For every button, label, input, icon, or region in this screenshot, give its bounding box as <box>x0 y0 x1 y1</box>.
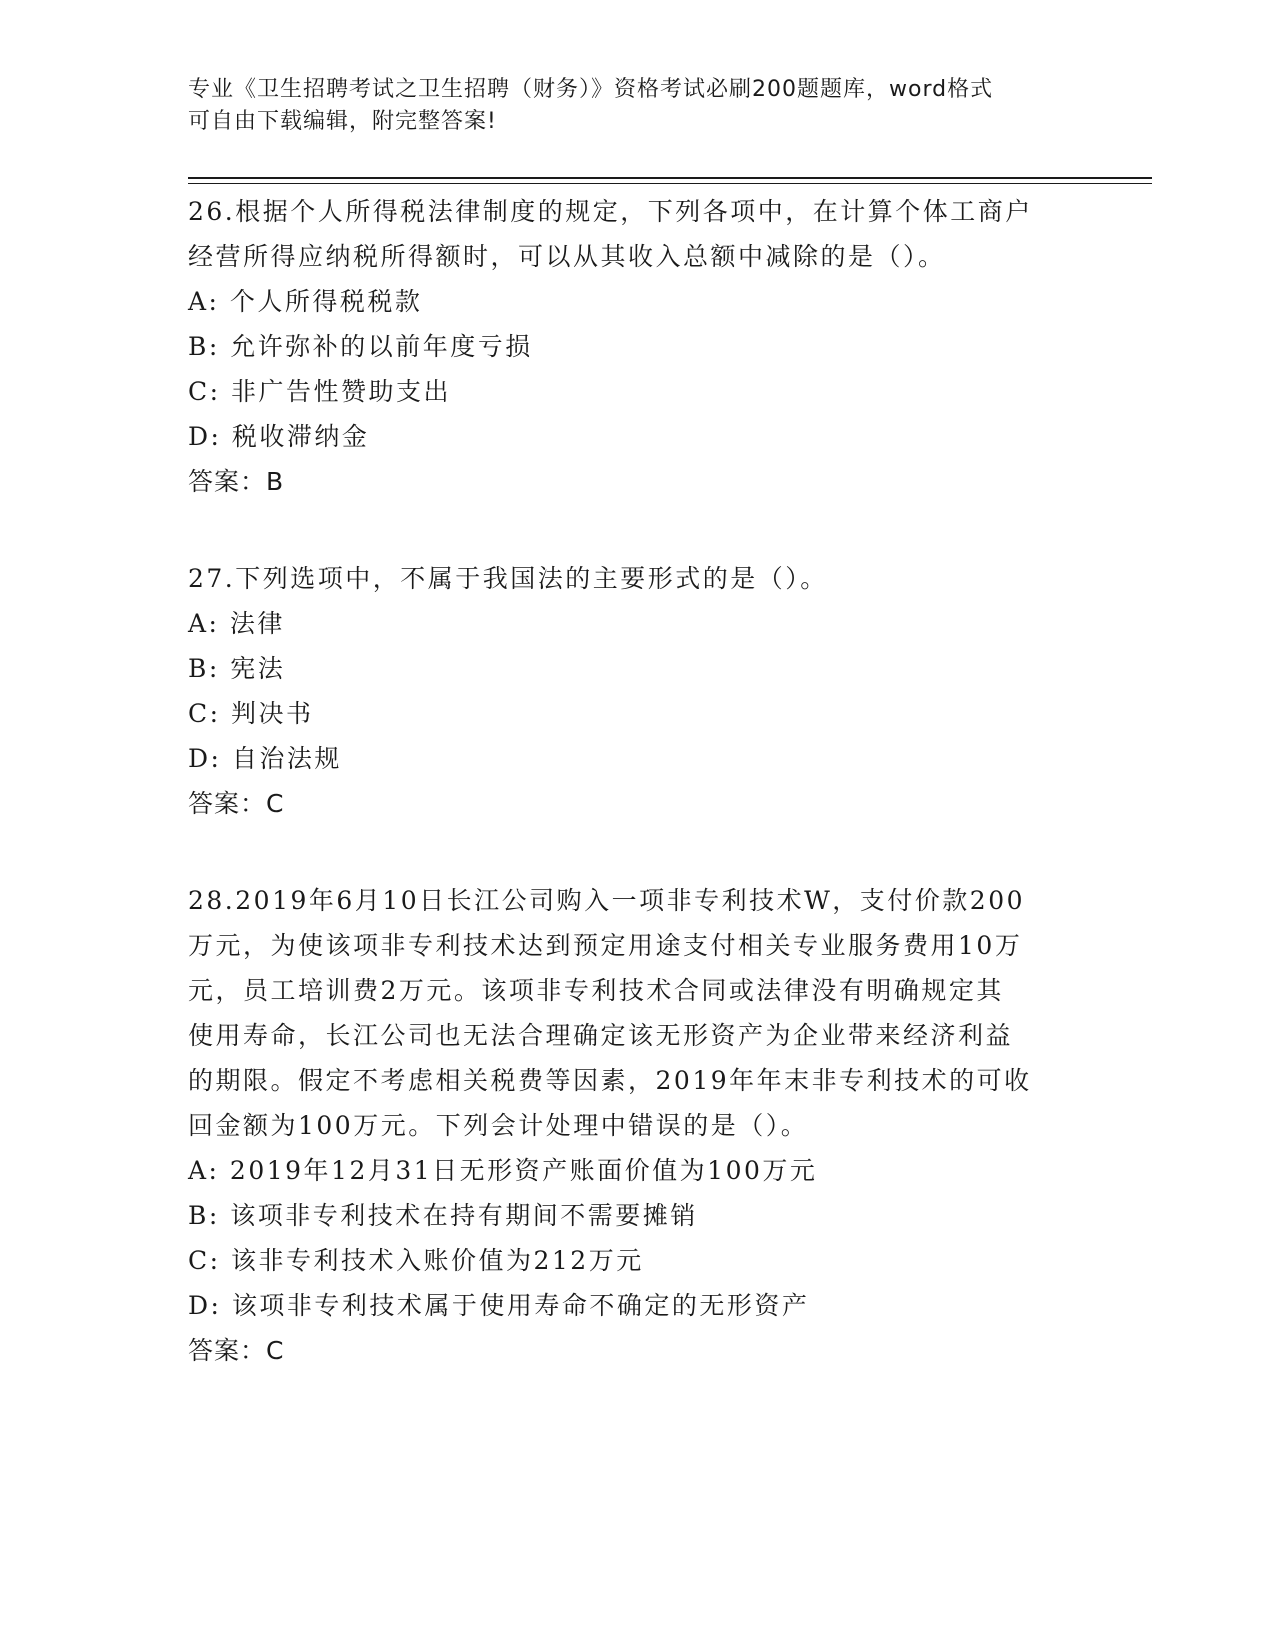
stem-line: 的期限。假定不考虑相关税费等因素，2019年年末非专利技术的可收 <box>188 1066 1032 1095</box>
question-28 <box>188 878 1088 1373</box>
option-d: D: 自治法规 <box>188 744 342 773</box>
option-c: C: 该非专利技术入账价值为212万元 <box>188 1246 644 1275</box>
answer-label: 答案：C <box>188 1336 285 1365</box>
option-b: B: 宪法 <box>188 654 286 683</box>
answer-label: 答案：C <box>188 789 285 818</box>
option-b: B: 该项非专利技术在持有期间不需要摊销 <box>188 1201 698 1230</box>
option-a: A: 法律 <box>188 609 285 638</box>
answer-label: 答案：B <box>188 467 285 496</box>
option-c: C: 非广告性赞助支出 <box>188 377 451 406</box>
question-stem <box>188 189 1088 279</box>
question-27 <box>188 556 1088 826</box>
header-divider-thick <box>188 177 1152 179</box>
header-divider-thin <box>188 183 1152 184</box>
header-line-2: 可自由下载编辑，附完整答案! <box>188 109 497 134</box>
option-d: D: 该项非专利技术属于使用寿命不确定的无形资产 <box>188 1291 810 1320</box>
stem-line: 27.下列选项中，不属于我国法的主要形式的是（）。 <box>188 564 828 593</box>
option-a: A: 个人所得税税款 <box>188 287 423 316</box>
option-a: A: 2019年12月31日无形资产账面价值为100万元 <box>188 1156 818 1185</box>
option-d: D: 税收滞纳金 <box>188 422 370 451</box>
stem-line: 经营所得应纳税所得额时，可以从其收入总额中减除的是（）。 <box>188 242 946 271</box>
option-b: B: 允许弥补的以前年度亏损 <box>188 332 533 361</box>
stem-line: 万元，为使该项非专利技术达到预定用途支付相关专业服务费用10万 <box>188 931 1023 960</box>
question-list <box>188 189 1088 1373</box>
stem-line: 使用寿命，长江公司也无法合理确定该无形资产为企业带来经济利益 <box>188 1021 1014 1050</box>
stem-line: 26.根据个人所得税法律制度的规定，下列各项中，在计算个体工商户 <box>188 197 1033 226</box>
stem-line: 28.2019年6月10日长江公司购入一项非专利技术W，支付价款200 <box>188 886 1026 915</box>
question-26 <box>188 189 1088 504</box>
stem-line: 回金额为100万元。下列会计处理中错误的是（）。 <box>188 1111 809 1140</box>
question-stem <box>188 878 1088 1148</box>
document-header <box>188 74 1068 138</box>
header-line-1: 专业《卫生招聘考试之卫生招聘（财务）》资格考试必刷200题题库，word格式 <box>188 77 994 102</box>
question-stem <box>188 556 1088 601</box>
option-c: C: 判决书 <box>188 699 314 728</box>
stem-line: 元，员工培训费2万元。该项非专利技术合同或法律没有明确规定其 <box>188 976 1004 1005</box>
